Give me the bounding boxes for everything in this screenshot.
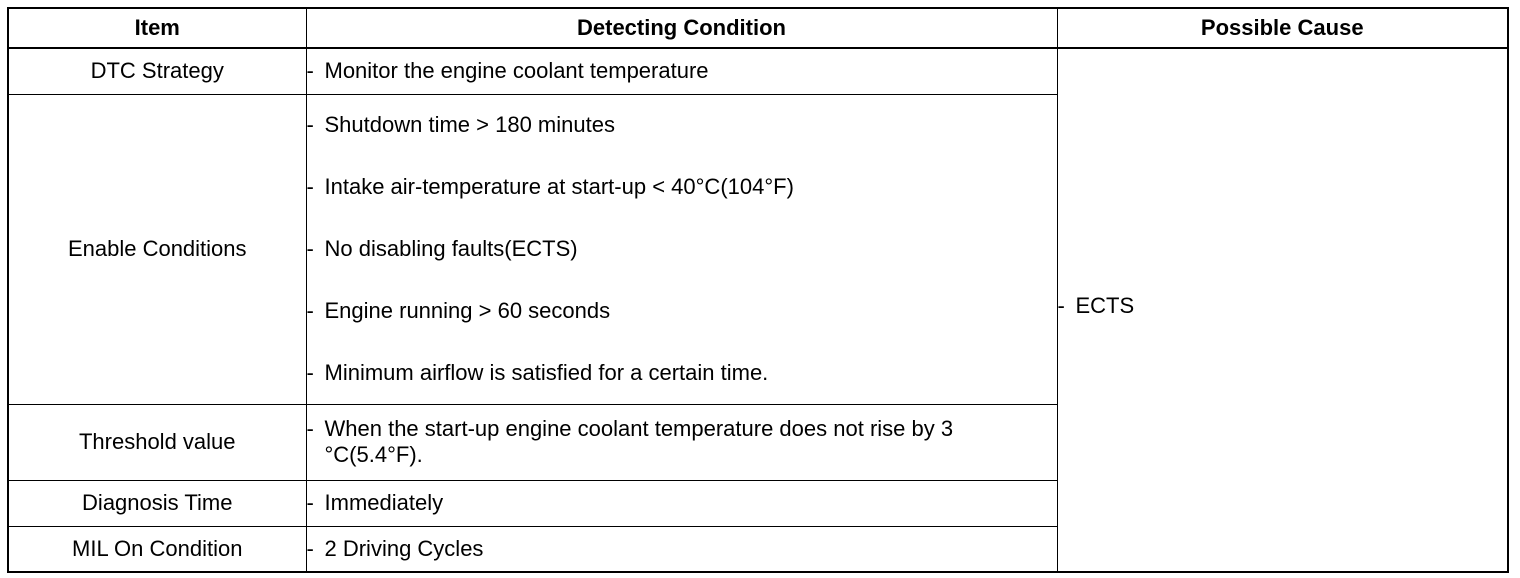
cause-text: ECTS: [1075, 293, 1135, 318]
condition-text: Minimum airflow is satisfied for a certain time.: [324, 360, 769, 385]
bullet-dash: -: [306, 174, 314, 199]
condition-line: [307, 536, 1057, 562]
condition-line: [307, 490, 1057, 516]
condition-text: No disabling faults(ECTS): [324, 236, 578, 261]
condition-threshold-value: [306, 404, 1057, 480]
condition-text: 2 Driving Cycles: [324, 535, 484, 561]
dtc-spec-table: [7, 7, 1509, 573]
item-enable-conditions: Enable Conditions: [8, 94, 306, 404]
item-mil-on-condition: MIL On Condition: [8, 526, 306, 572]
item-threshold-value: Threshold value: [8, 404, 306, 480]
header-row: [8, 8, 1508, 48]
condition-text: Engine running > 60 seconds: [324, 298, 611, 323]
condition-line: [307, 298, 1057, 324]
bullet-dash: -: [306, 112, 314, 137]
condition-text: Shutdown time > 180 minutes: [324, 112, 615, 137]
condition-line: [307, 360, 1057, 386]
bullet-dash: -: [306, 360, 314, 385]
bullet-dash: -: [306, 298, 314, 323]
item-diagnosis-time: Diagnosis Time: [8, 480, 306, 526]
condition-text: Monitor the engine coolant temperature: [324, 58, 709, 84]
condition-line: [307, 236, 1057, 262]
bullet-dash: -: [306, 58, 314, 84]
item-dtc-strategy: DTC Strategy: [8, 48, 306, 94]
condition-dtc-strategy: [306, 48, 1057, 94]
condition-line: [307, 174, 1057, 200]
condition-enable-conditions: [306, 94, 1057, 404]
cause-line: [1058, 293, 1508, 319]
table-row-dtc-strategy: [8, 48, 1508, 94]
enable-conditions-list: [307, 104, 1057, 394]
condition-mil-on-condition: [306, 526, 1057, 572]
condition-text: When the start-up engine coolant temperature does not rise by 3 °C(5.4°F).: [324, 416, 954, 467]
bullet-dash: -: [306, 236, 314, 261]
condition-line: [307, 416, 1057, 468]
condition-line: [307, 112, 1057, 138]
header-detecting-condition: Detecting Condition: [306, 8, 1057, 48]
condition-text: Immediately: [324, 490, 444, 515]
bullet-dash: -: [1057, 293, 1065, 318]
bullet-dash: -: [306, 416, 314, 441]
bullet-dash: -: [306, 535, 314, 561]
possible-cause-cell: [1057, 48, 1508, 572]
bullet-dash: -: [306, 490, 314, 515]
condition-text: Intake air-temperature at start-up < 40°C(104°F): [324, 174, 794, 199]
condition-line: [307, 58, 1057, 84]
header-item: Item: [8, 8, 306, 48]
header-possible-cause: Possible Cause: [1057, 8, 1508, 48]
condition-diagnosis-time: [306, 480, 1057, 526]
